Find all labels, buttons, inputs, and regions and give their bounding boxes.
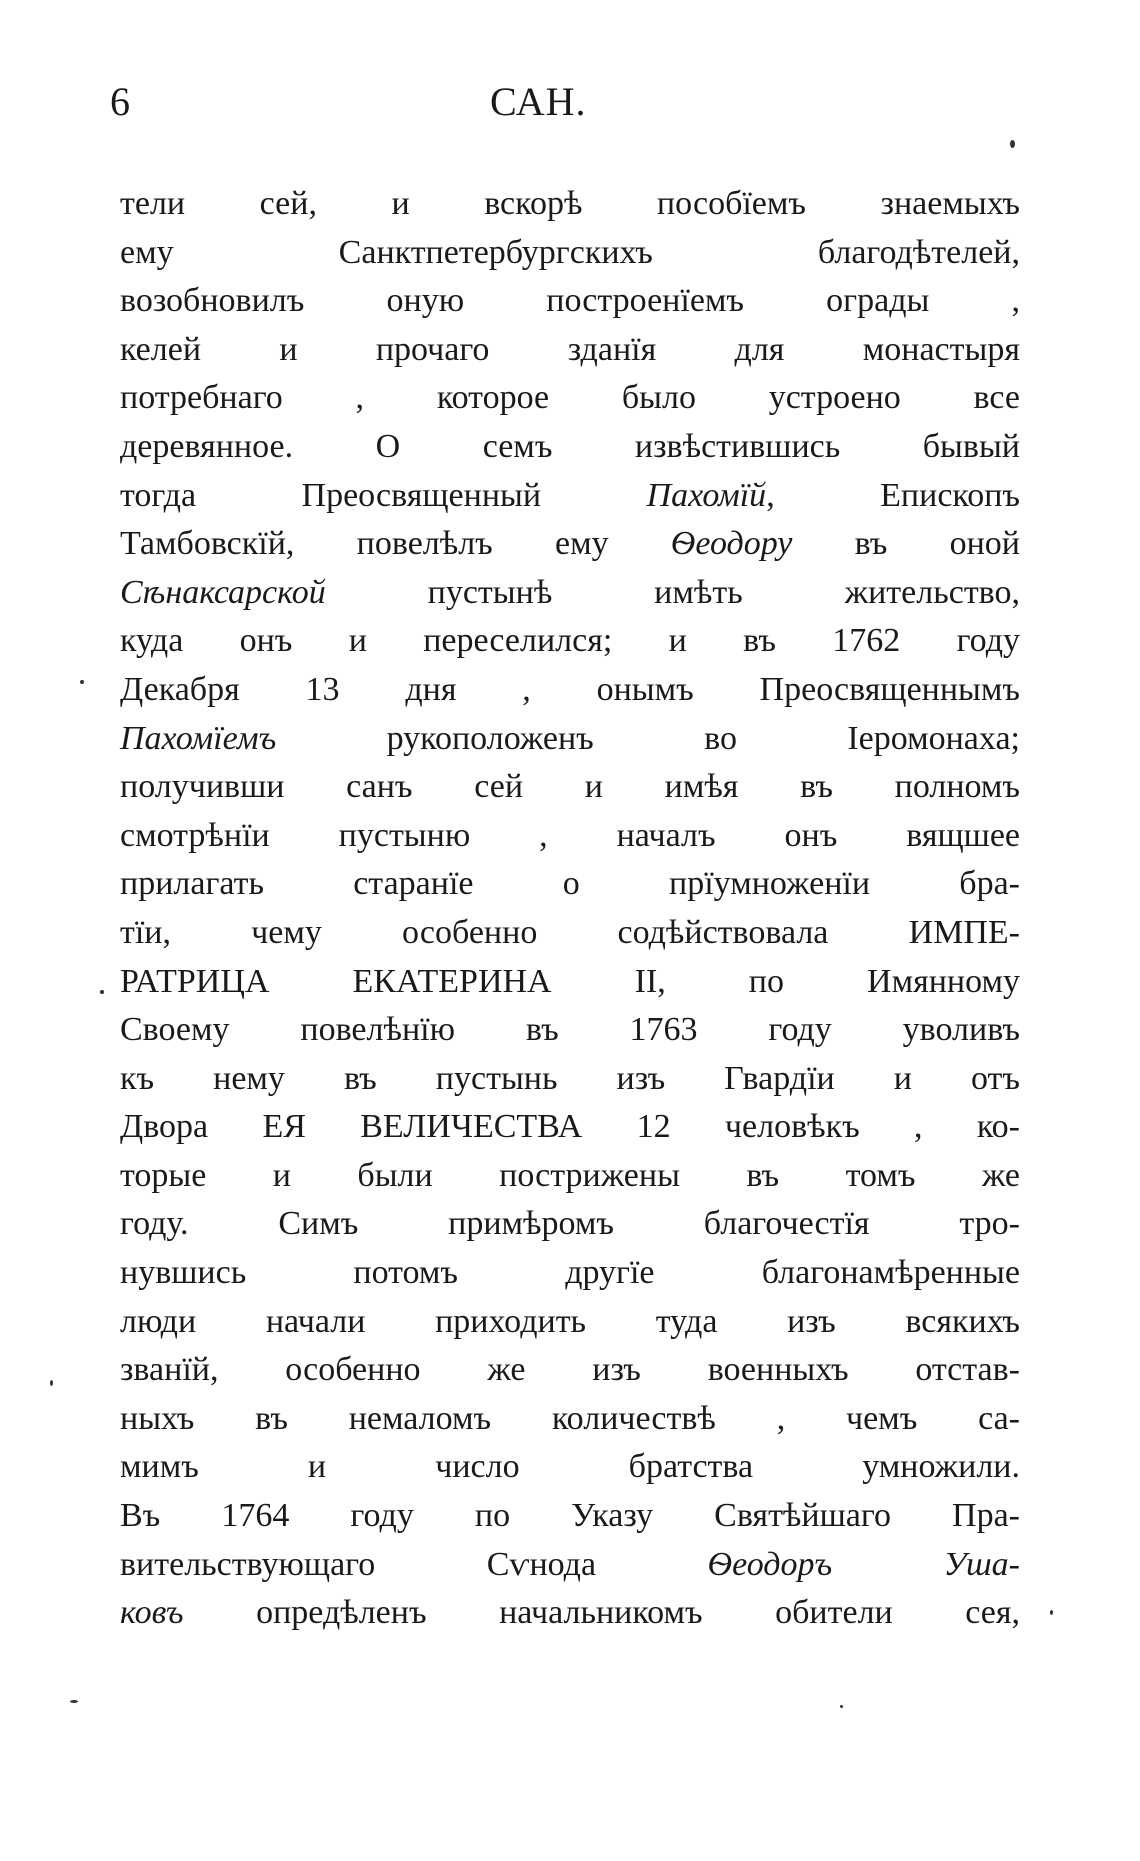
line-text: , Епископъ: [766, 476, 1020, 514]
line-text: возобновилъ оную построенїемъ ограды ,: [120, 282, 1020, 320]
line-text: рукоположенъ во Iеромонаха;: [276, 719, 1020, 757]
text-line: [120, 1006, 1020, 1055]
line-text: торые и были пострижены въ томъ же: [120, 1156, 1020, 1194]
text-line: [120, 617, 1020, 666]
text-line: [120, 1541, 1020, 1590]
scan-speck: [1010, 140, 1015, 148]
text-line: [120, 1152, 1020, 1201]
text-line: [120, 1200, 1020, 1249]
text-line: [120, 909, 1020, 958]
line-text: деревянное. О семъ извѣстившись бывый: [120, 427, 1020, 465]
italic-name-text: Сѣнаксарской: [120, 573, 326, 611]
line-text: нувшись потомъ другїе благонамѣренные: [120, 1254, 1020, 1292]
line-text: тїи, чему особенно содѣйствовала ИМПЕ-: [120, 913, 1020, 951]
line-text: Декабря 13 дня , онымъ Преосвященнымъ: [120, 670, 1020, 708]
line-text: къ нему въ пустынь изъ Гвардїи и отъ: [120, 1059, 1020, 1097]
italic-name-text: Пахомїемъ: [120, 719, 277, 757]
text-line: [120, 715, 1020, 764]
line-text: ныхъ въ немаломъ количествѣ , чемъ са-: [120, 1399, 1020, 1437]
scan-speck: [70, 1700, 78, 1703]
line-text: куда онъ и переселился; и въ 1762 году: [120, 622, 1020, 660]
line-text: люди начали приходить туда изъ всякихъ: [120, 1302, 1020, 1340]
scan-speck: [50, 1380, 53, 1386]
line-text: опредѣленъ начальникомъ обители сея,: [183, 1594, 1020, 1632]
line-text: Своему повелѣнїю въ 1763 году уволивъ: [120, 1011, 1020, 1049]
line-text: Въ 1764 году по Указу Святѣйшаго Пра-: [120, 1497, 1020, 1535]
text-line: [120, 860, 1020, 909]
italic-name-text: Ѳеодоръ Уша-: [707, 1545, 1020, 1583]
text-line: [120, 1492, 1020, 1541]
line-text: ему Санктпетербургскихъ благодѣтелей,: [120, 233, 1020, 271]
text-line: [120, 569, 1020, 618]
scan-speck: [1050, 1610, 1053, 1615]
text-line: [120, 1249, 1020, 1298]
italic-name-text: Ѳеодору: [670, 525, 793, 563]
line-text: получивши санъ сей и имѣя въ полномъ: [120, 768, 1020, 806]
line-text: смотрѣнїи пустыню , началъ онъ вящшее: [120, 816, 1020, 854]
body-text: [120, 180, 1020, 1638]
line-text: тогда Преосвященный: [120, 476, 647, 514]
line-text: келей и прочаго зданїя для монастыря: [120, 330, 1020, 368]
line-text: прилагать старанїе о прїумноженїи бра-: [120, 865, 1020, 903]
text-line: [120, 1443, 1020, 1492]
line-text: потребнаго , которое было устроено все: [120, 379, 1020, 417]
text-line: [120, 229, 1020, 278]
line-text: Двора ЕЯ ВЕЛИЧЕСТВА 12 человѣкъ , ко-: [120, 1108, 1020, 1146]
line-text: тели сей, и вскорѣ пособїемъ знаемыхъ: [120, 185, 1020, 222]
line-text: въ оной: [792, 525, 1020, 563]
text-line: [120, 520, 1020, 569]
italic-name-text: ковъ: [120, 1594, 184, 1632]
line-text: РАТРИЦА ЕКАТЕРИНА II, по Имянному: [120, 962, 1020, 1000]
text-line: [120, 472, 1020, 521]
line-text: званїй, особенно же изъ военныхъ отстав-: [120, 1351, 1020, 1389]
text-line: [120, 374, 1020, 423]
text-line: [120, 1395, 1020, 1444]
text-line: [120, 958, 1020, 1007]
text-line: [120, 180, 1020, 229]
text-line: [120, 1103, 1020, 1152]
text-line: [120, 1055, 1020, 1104]
text-line: [120, 666, 1020, 715]
text-line: [120, 423, 1020, 472]
page-header: [110, 72, 1020, 132]
text-line: [120, 763, 1020, 812]
text-line: [120, 1298, 1020, 1347]
text-line: [120, 326, 1020, 375]
running-head: САН.: [490, 79, 587, 124]
line-text: Тамбовскїй, повелѣлъ ему: [120, 525, 671, 563]
scan-speck: [80, 680, 84, 684]
text-line: [120, 1346, 1020, 1395]
text-line: [120, 1589, 1020, 1638]
line-text: мимъ и число братства умножили.: [120, 1448, 1020, 1486]
text-line: [120, 812, 1020, 861]
scan-speck: [840, 1705, 843, 1708]
page-number: 6: [110, 79, 130, 124]
scan-speck: [100, 990, 104, 994]
line-text: вительствующаго Сѵнода: [120, 1545, 708, 1583]
text-line: [120, 277, 1020, 326]
line-text: году. Симъ примѣромъ благочестїя тро-: [120, 1205, 1020, 1243]
line-text: пустынѣ имѣть жительство,: [325, 573, 1020, 611]
italic-name-text: Пахомїй: [646, 476, 767, 514]
